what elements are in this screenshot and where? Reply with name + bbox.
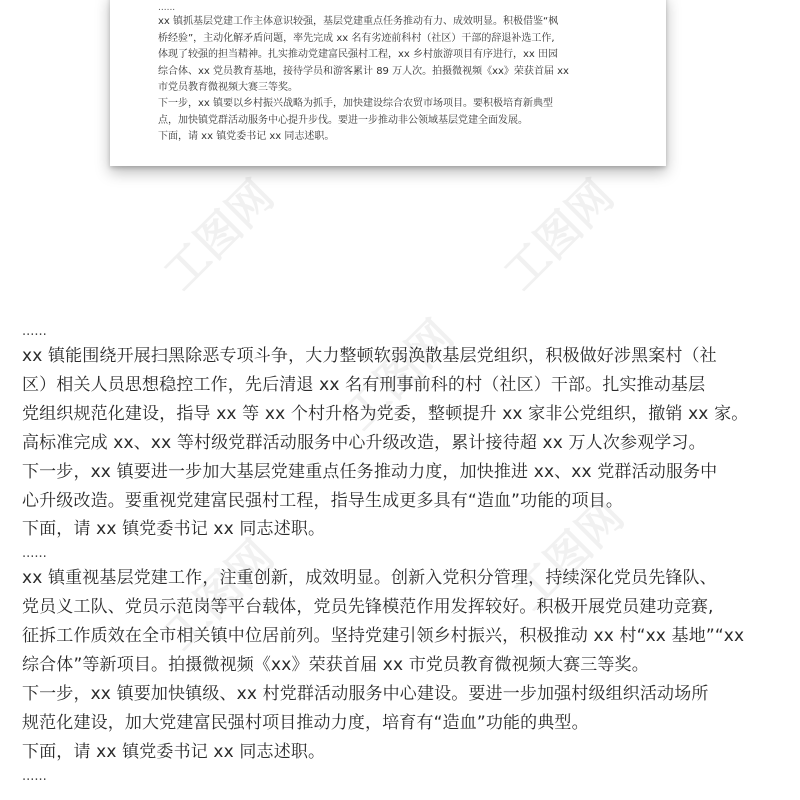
preview-line: 桥经验”，主动化解矛盾问题，率先完成 xx 名有劣迹前科村（社区）干部的辞退补选工作, (158, 32, 555, 44)
document-line: 党组织规范化建设，指导 xx 等 xx 个村升格为党委，整顿提升 xx 家非公党组织，撤销 xx 家。 (22, 403, 749, 424)
document-line: xx 镇能围绕开展扫黑除恶专项斗争，大力整顿软弱涣散基层党组织，积极做好涉黑案村（社 (22, 346, 717, 366)
preview-line: 体现了较强的担当精神。扎实推动党建富民强村工程，xx 乡村旅游项目有序进行，xx 田园 (158, 49, 559, 61)
watermark: 工图网 (154, 170, 284, 300)
document-line: 党员义工队、党员示范岗等平台载体，党员先锋模范作用发挥较好。积极开展党员建功竞赛, (22, 597, 714, 618)
ellipsis: ...... (158, 3, 176, 14)
preview-line: 综合体、xx 党员教育基地，接待学员和游客累计 89 万人次。拍摄微视频《xx》荣获首届 xx (158, 65, 569, 77)
document-line: 下面，请 xx 镇党委书记 xx 同志述职。 (22, 519, 326, 540)
document-line: xx 镇重视基层党建工作，注重创新，成效明显。创新入党积分管理，持续深化党员先锋队、 (22, 568, 717, 589)
document-line: 征拆工作质效在全市相关镇中位居前列。坚持党建引领乡村振兴，积极推动 xx 村“xx 基地”“xx (22, 626, 745, 647)
watermark: 工图网 (504, 490, 634, 620)
preview-line: 点，加快镇党群活动服务中心提升步伐。要进一步推动非公领域基层党建全面发展。 (158, 114, 528, 126)
ellipsis: ...... (22, 546, 47, 562)
preview-line: xx 镇抓基层党建工作主体意识较强，基层党建重点任务推动有力、成效明显。积极借鉴“枫 (158, 16, 559, 28)
document-body (22, 322, 782, 787)
watermark: 工图网 (154, 530, 284, 660)
document-line: 下面，请 xx 镇党委书记 xx 同志述职。 (22, 741, 326, 762)
document-line: 综合体”等新项目。拍摄微视频《xx》荣获首届 xx 市党员教育微视频大赛三等奖。 (22, 655, 649, 676)
ellipsis: ...... (22, 324, 47, 339)
ellipsis: ...... (22, 768, 47, 784)
preview-line: 市党员教育微视频大赛三等奖。 (158, 82, 298, 94)
preview-line: 下一步，xx 镇要以乡村振兴战略为抓手，加快建设综合农贸市场项目。要积极培育新典型 (158, 98, 554, 110)
preview-card (110, 0, 666, 166)
document-line: 下一步，xx 镇要加快镇级、xx 村党群活动服务中心建设。要进一步加强村级组织活动场所 (22, 683, 709, 704)
document-line: 心升级改造。要重视党建富民强村工程，指导生成更多具有“造血”功能的项目。 (22, 490, 624, 511)
watermark: 工图网 (494, 170, 624, 300)
watermark: 工图网 (334, 310, 464, 440)
document-line: 高标准完成 xx、xx 等村级党群活动服务中心升级改造，累计接待超 xx 万人次参观学习。 (22, 432, 706, 453)
document-line: 区）相关人员思想稳控工作，先后清退 xx 名有刑事前科的村（社区）干部。扎实推动基层 (22, 374, 706, 395)
document-line: 下一步，xx 镇要进一步加大基层党建重点任务推动力度，加快推进 xx、xx 党群活动服务中 (22, 461, 718, 482)
preview-line: 下面，请 xx 镇党委书记 xx 同志述职。 (158, 131, 335, 143)
document-line: 规范化建设，加大党建富民强村项目推动力度，培育有“造血”功能的典型。 (22, 712, 589, 733)
